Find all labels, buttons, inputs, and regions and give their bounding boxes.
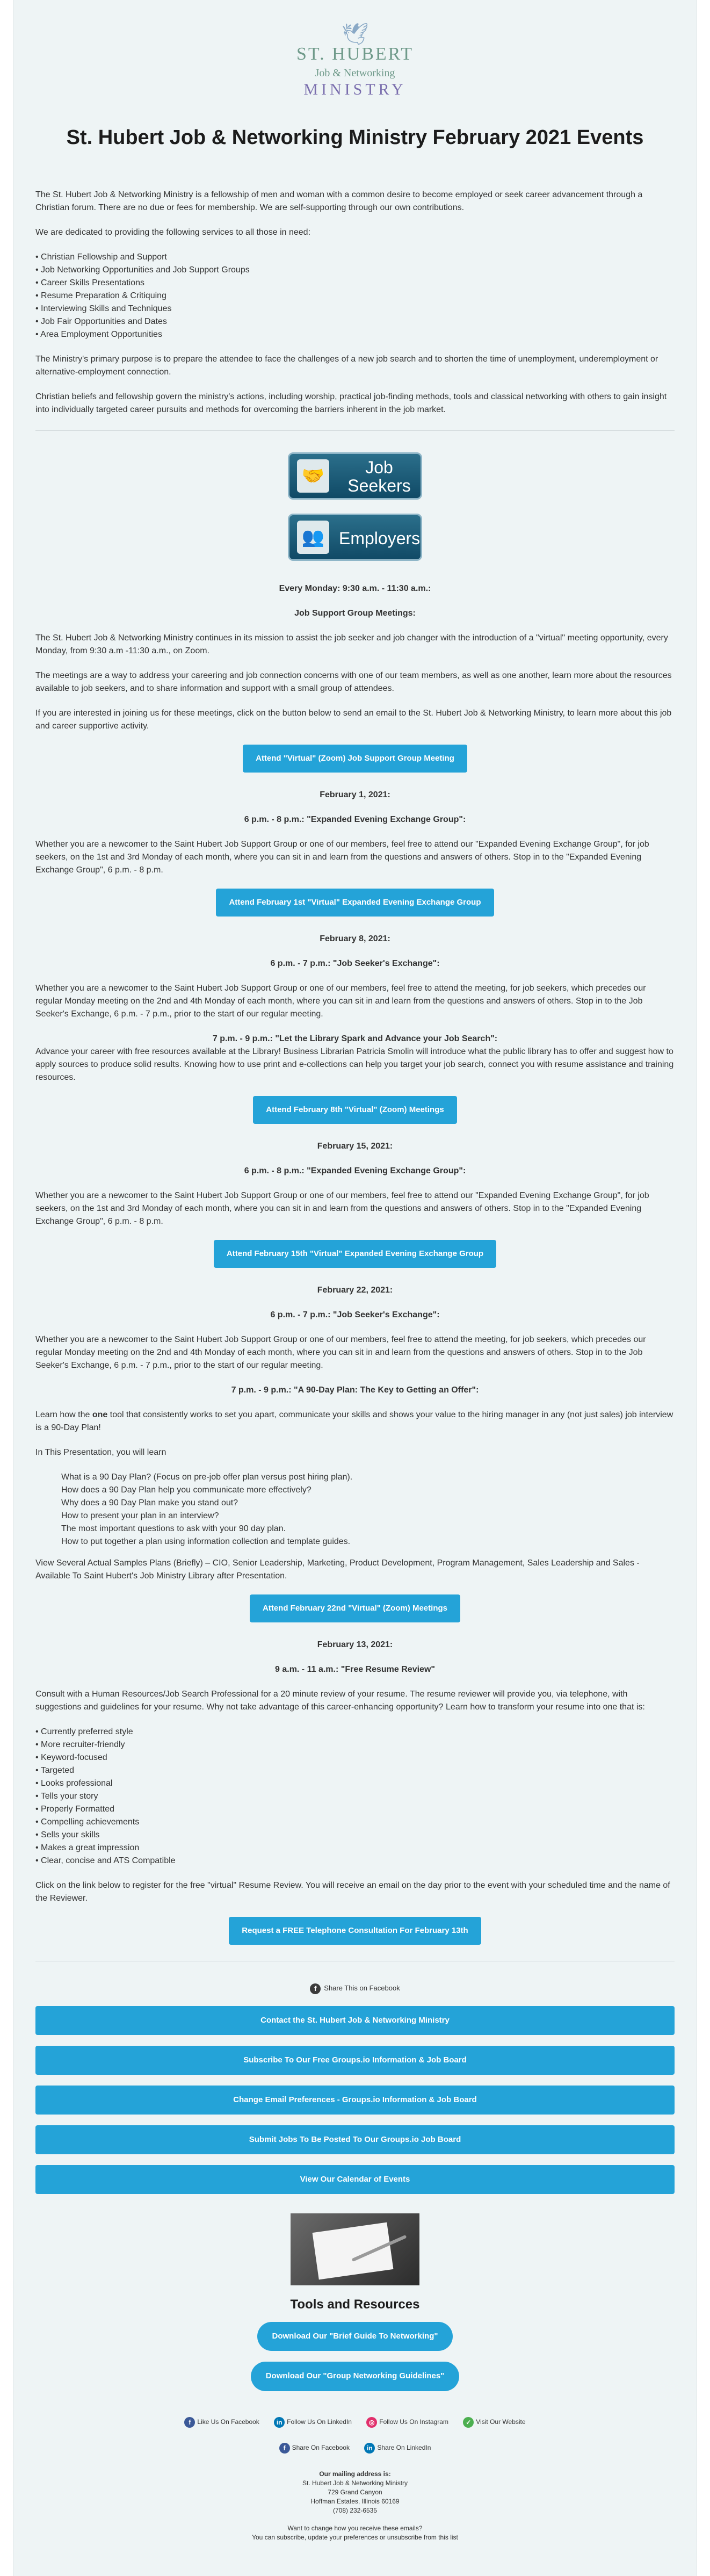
attend-feb1-button[interactable]: Attend February 1st "Virtual" Expanded Evening Exchange Group — [216, 889, 494, 917]
website-link[interactable] — [463, 2418, 525, 2426]
employers-label: Employers — [339, 529, 421, 548]
share-on-facebook-link[interactable] — [279, 2444, 350, 2451]
list-item: • Makes a great impression — [35, 1843, 140, 1852]
feb22-session-2: 7 p.m. - 9 p.m.: "A 90-Day Plan: The Key to Getting an Offer": — [231, 1386, 479, 1395]
submit-jobs-button[interactable]: Submit Jobs To Be Posted To Our Groups.io Job Board — [35, 2125, 675, 2154]
mailing-address — [35, 2470, 675, 2515]
feb13-paragraph-2: Click on the link below to register for the free "virtual" Resume Review. You will receive an email on the day prior to the event with your scheduled time and the name of the Reviewer. — [35, 1881, 670, 1903]
change-line1: Want to change how you receive these emails? — [287, 2524, 423, 2532]
address-line1: St. Hubert Job & Networking Ministry — [302, 2479, 408, 2487]
instagram-icon: ◎ — [366, 2417, 377, 2428]
contact-ministry-button[interactable]: Contact the St. Hubert Job & Networking Ministry — [35, 2006, 675, 2035]
weekly-paragraph-1: The St. Hubert Job & Networking Ministry continues in its mission to assist the job seeker and job changer with the introduction of a "virtual" meeting opportunity, every Monday, from 9:30 a.m -11:30 a.m., on Zoom. — [35, 633, 668, 655]
dove-icon: 🕊 — [341, 23, 369, 46]
attend-job-support-button[interactable]: Attend "Virtual" (Zoom) Job Support Group Meeting — [243, 745, 467, 773]
email-content — [35, 0, 675, 2542]
list-item: • Career Skills Presentations — [35, 278, 145, 287]
list-item: • Area Employment Opportunities — [35, 330, 162, 339]
feb22-paragraph-3: In This Presentation, you will learn — [35, 1448, 166, 1457]
email-page — [13, 0, 697, 2576]
divider — [35, 430, 675, 431]
feb8-date: February 8, 2021: — [320, 934, 390, 943]
feb15-session: 6 p.m. - 8 p.m.: "Expanded Evening Exchange Group": — [244, 1166, 466, 1175]
download-guidelines-button[interactable]: Download Our "Group Networking Guidelines" — [251, 2362, 460, 2391]
services-list — [35, 251, 675, 341]
facebook-follow-label: Like Us On Facebook — [197, 2418, 259, 2426]
page-title: St. Hubert Job & Networking Ministry February 2021 Events — [66, 126, 644, 149]
learn-list — [35, 1471, 675, 1548]
feb8-session-1: 6 p.m. - 7 p.m.: "Job Seeker's Exchange": — [270, 959, 440, 968]
feb1-date: February 1, 2021: — [320, 790, 390, 799]
p2-before: Learn how the — [35, 1410, 92, 1419]
list-item: • More recruiter-friendly — [35, 1740, 125, 1749]
logo-line2: Job & Networking — [315, 67, 395, 79]
list-item: The most important questions to ask with your 90 day plan. — [61, 1524, 286, 1533]
feb22-paragraph-4: View Several Actual Samples Plans (Briefly) – CIO, Senior Leadership, Marketing, Product Development, Program Management, Sales Leadership and Sales - Available To Saint Hubert's Job Ministry Library after Presentation. — [35, 1558, 640, 1581]
weekly-heading: Every Monday: 9:30 a.m. - 11:30 a.m.: — [279, 584, 431, 593]
notebook-pen-image — [291, 2213, 419, 2285]
request-consultation-button[interactable]: Request a FREE Telephone Consultation For February 13th — [229, 1917, 481, 1945]
share-links — [35, 2443, 675, 2454]
facebook-follow-link[interactable] — [184, 2418, 259, 2426]
feb15-date: February 15, 2021: — [317, 1142, 393, 1151]
list-item: How to present your plan in an interview? — [61, 1511, 219, 1520]
linkedin-icon: in — [364, 2443, 375, 2454]
list-item: • Tells your story — [35, 1792, 98, 1801]
feb13-session: 9 a.m. - 11 a.m.: "Free Resume Review" — [275, 1665, 435, 1674]
footer — [35, 2470, 675, 2542]
list-item: • Properly Formatted — [35, 1805, 114, 1814]
download-guide-button[interactable]: Download Our "Brief Guide To Networking" — [257, 2322, 453, 2351]
change-line2[interactable]: You can subscribe, update your preferences or unsubscribe from this list — [252, 2533, 458, 2541]
intro-paragraph-1: The St. Hubert Job & Networking Ministry is a fellowship of men and woman with a common desire to become employed or seek career advancement through a Christian forum. There are no due or fees for membership. We are self-supporting through our own contributions. — [35, 190, 643, 212]
weekly-subheading: Job Support Group Meetings: — [294, 609, 416, 618]
facebook-icon: f — [279, 2443, 290, 2454]
linkedin-icon: in — [274, 2417, 285, 2428]
list-item: • Targeted — [35, 1766, 75, 1775]
wide-button-group — [35, 2006, 675, 2194]
p2-bold: one — [92, 1410, 108, 1419]
view-calendar-button[interactable]: View Our Calendar of Events — [35, 2165, 675, 2194]
linkedin-follow-link[interactable] — [274, 2418, 352, 2426]
address-phone: (708) 232-6535 — [332, 2506, 378, 2514]
facebook-icon: f — [184, 2417, 195, 2428]
attend-feb8-button[interactable]: Attend February 8th "Virtual" (Zoom) Meetings — [253, 1096, 457, 1124]
weekly-paragraph-3: If you are interested in joining us for these meetings, click on the button below to send an email to the St. Hubert Job & Networking Ministry, to learn more about this job and career supportive activity. — [35, 709, 672, 731]
feb8-paragraph-1: Whether you are a newcomer to the Saint Hubert Job Support Group or one of our members, feel free to attend the meeting, for job seekers, which precedes our regular Monday meeting on the 2nd and 4th Monday of each month, where you can sit in and learn from the questions and answers of others. Stop in to the Job Seeker's Exchange, 6 p.m. - 7 p.m., prior to the start of our regular meeting. — [35, 984, 646, 1019]
intro-paragraph-3: The Ministry's primary purpose is to prepare the attendee to face the challenges of a new job search and to shorten the time of unemployment, underemployment or alternative-employment connection. — [35, 355, 658, 377]
feb22-paragraph-1: Whether you are a newcomer to the Saint Hubert Job Support Group or one of our members, feel free to attend the meeting, for job seekers, which precedes our regular Monday meeting on the 2nd and 4th Monday of each month, where you can sit in and learn from the questions and answers of others. Stop in to the Job Seeker's Exchange, 6 p.m. - 7 p.m., prior to the start of our regular meeting. — [35, 1335, 646, 1370]
share-facebook-label: Share This on Facebook — [324, 1984, 400, 1992]
subscribe-button[interactable]: Subscribe To Our Free Groups.io Information & Job Board — [35, 2046, 675, 2075]
address-heading: Our mailing address is: — [319, 2470, 391, 2478]
website-label: Visit Our Website — [476, 2418, 526, 2426]
feb13-date: February 13, 2021: — [317, 1640, 393, 1649]
p2-after: tool that consistently works to set you apart, communicate your skills and shows your value to the hiring manager in any (not just sales) job interview is a 90-Day Plan! — [35, 1410, 673, 1432]
list-item: • Looks professional — [35, 1779, 113, 1788]
list-item: How does a 90 Day Plan help you communicate more effectively? — [61, 1485, 311, 1495]
feb8-paragraph-2: Advance your career with free resources available at the Library! Business Librarian Patricia Smolin will introduce what the public library has to offer and suggest how to apply sources to produce solid results. Knowing how to use print and e-collections can help you target your job search, connect you with resume assistance and training resources. — [35, 1047, 674, 1082]
list-item: • Job Networking Opportunities and Job Support Groups — [35, 265, 250, 275]
handshake-icon: 🤝 — [297, 459, 329, 493]
feb1-session: 6 p.m. - 8 p.m.: "Expanded Evening Exchange Group": — [244, 815, 466, 824]
people-icon: 👥 — [297, 521, 329, 554]
list-item: • Currently preferred style — [35, 1727, 133, 1736]
list-item: • Clear, concise and ATS Compatible — [35, 1856, 176, 1865]
list-item: How to put together a plan using information collection and template guides. — [61, 1537, 351, 1546]
notebook-shape — [313, 2222, 394, 2279]
job-seekers-label: Job Seekers — [347, 458, 411, 495]
tools-heading: Tools and Resources — [290, 2297, 420, 2312]
share-on-facebook-label: Share On Facebook — [292, 2443, 350, 2451]
feb1-paragraph: Whether you are a newcomer to the Saint Hubert Job Support Group or one of our members, feel free to attend our "Expanded Evening Exchange Group", for job seekers, on the 1st and 3rd Monday of each month, where you can sit in and learn from the questions and answers of others. Stop in to the "Expanded Evening Exchange Group", 6 p.m. - 8 p.m. — [35, 840, 649, 875]
logo-line3: MINISTRY — [303, 81, 407, 98]
resume-qualities-list — [35, 1726, 675, 1867]
feb22-paragraph-2 — [35, 1409, 675, 1434]
instagram-follow-label: Follow Us On Instagram — [379, 2418, 448, 2426]
list-item: Why does a 90 Day Plan make you stand out? — [61, 1498, 238, 1507]
feb8-session-2: 7 p.m. - 9 p.m.: "Let the Library Spark and Advance your Job Search": — [212, 1034, 498, 1043]
list-item: • Christian Fellowship and Support — [35, 252, 167, 262]
intro-paragraph-4: Christian beliefs and fellowship govern the ministry's actions, including worship, practical job-finding methods, tools and classical networking with others to gain insight into individually targeted career pursuits and methods for overcoming the barriers inherent in the job market. — [35, 392, 667, 414]
attend-feb22-button[interactable]: Attend February 22nd "Virtual" (Zoom) Meetings — [250, 1594, 460, 1622]
weekly-paragraph-2: The meetings are a way to address your careering and job connection concerns with one of our team members, as well as one another, learn more about the resources available to job seekers, and to share information and support with a small group of attendees. — [35, 671, 672, 693]
list-item: • Keyword-focused — [35, 1753, 107, 1762]
share-on-linkedin-link[interactable] — [364, 2444, 431, 2451]
preferences-text — [35, 2524, 675, 2542]
intro-paragraph-2: We are dedicated to providing the following services to all those in need: — [35, 228, 311, 237]
change-preferences-button[interactable]: Change Email Preferences - Groups.io Information & Job Board — [35, 2086, 675, 2115]
facebook-icon: f — [310, 1983, 321, 1994]
share-on-linkedin-label: Share On LinkedIn — [377, 2443, 431, 2451]
attend-feb15-button[interactable]: Attend February 15th "Virtual" Expanded Evening Exchange Group — [214, 1240, 496, 1268]
job-seekers-button[interactable] — [288, 452, 422, 500]
instagram-follow-link[interactable] — [366, 2418, 448, 2426]
list-item: • Job Fair Opportunities and Dates — [35, 317, 167, 326]
address-line3: Hoffman Estates, Illinois 60169 — [310, 2497, 400, 2505]
social-links — [35, 2417, 675, 2428]
list-item: • Sells your skills — [35, 1830, 100, 1839]
share-facebook-link[interactable] — [35, 1983, 675, 1994]
feb22-session-1: 6 p.m. - 7 p.m.: "Job Seeker's Exchange": — [270, 1310, 440, 1319]
ministry-logo — [35, 24, 675, 98]
list-item: • Interviewing Skills and Techniques — [35, 304, 172, 313]
feb13-paragraph-1: Consult with a Human Resources/Job Search Professional for a 20 minute review of your resume. The resume reviewer will provide you, via telephone, with suggestions and guidelines for your resume. Why not take advantage of this career-enhancing opportunity? Learn how to transform your resume into one that is: — [35, 1690, 645, 1712]
feb15-paragraph: Whether you are a newcomer to the Saint Hubert Job Support Group or one of our members, feel free to attend our "Expanded Evening Exchange Group", for job seekers, on the 1st and 3rd Monday of each month, where you can sit in and learn from the questions and answers of others. Stop in to the "Expanded Evening Exchange Group", 6 p.m. - 8 p.m. — [35, 1191, 649, 1226]
website-icon: ✓ — [463, 2417, 474, 2428]
feb22-date: February 22, 2021: — [317, 1286, 393, 1295]
employers-button[interactable] — [288, 514, 422, 561]
linkedin-follow-label: Follow Us On LinkedIn — [287, 2418, 352, 2426]
list-item: • Compelling achievements — [35, 1817, 140, 1827]
address-line2: 729 Grand Canyon — [328, 2488, 382, 2496]
list-item: What is a 90 Day Plan? (Focus on pre-job offer plan versus post hiring plan). — [61, 1473, 353, 1482]
logo-line1: ST. HUBERT — [296, 44, 414, 64]
list-item: • Resume Preparation & Critiquing — [35, 291, 166, 300]
